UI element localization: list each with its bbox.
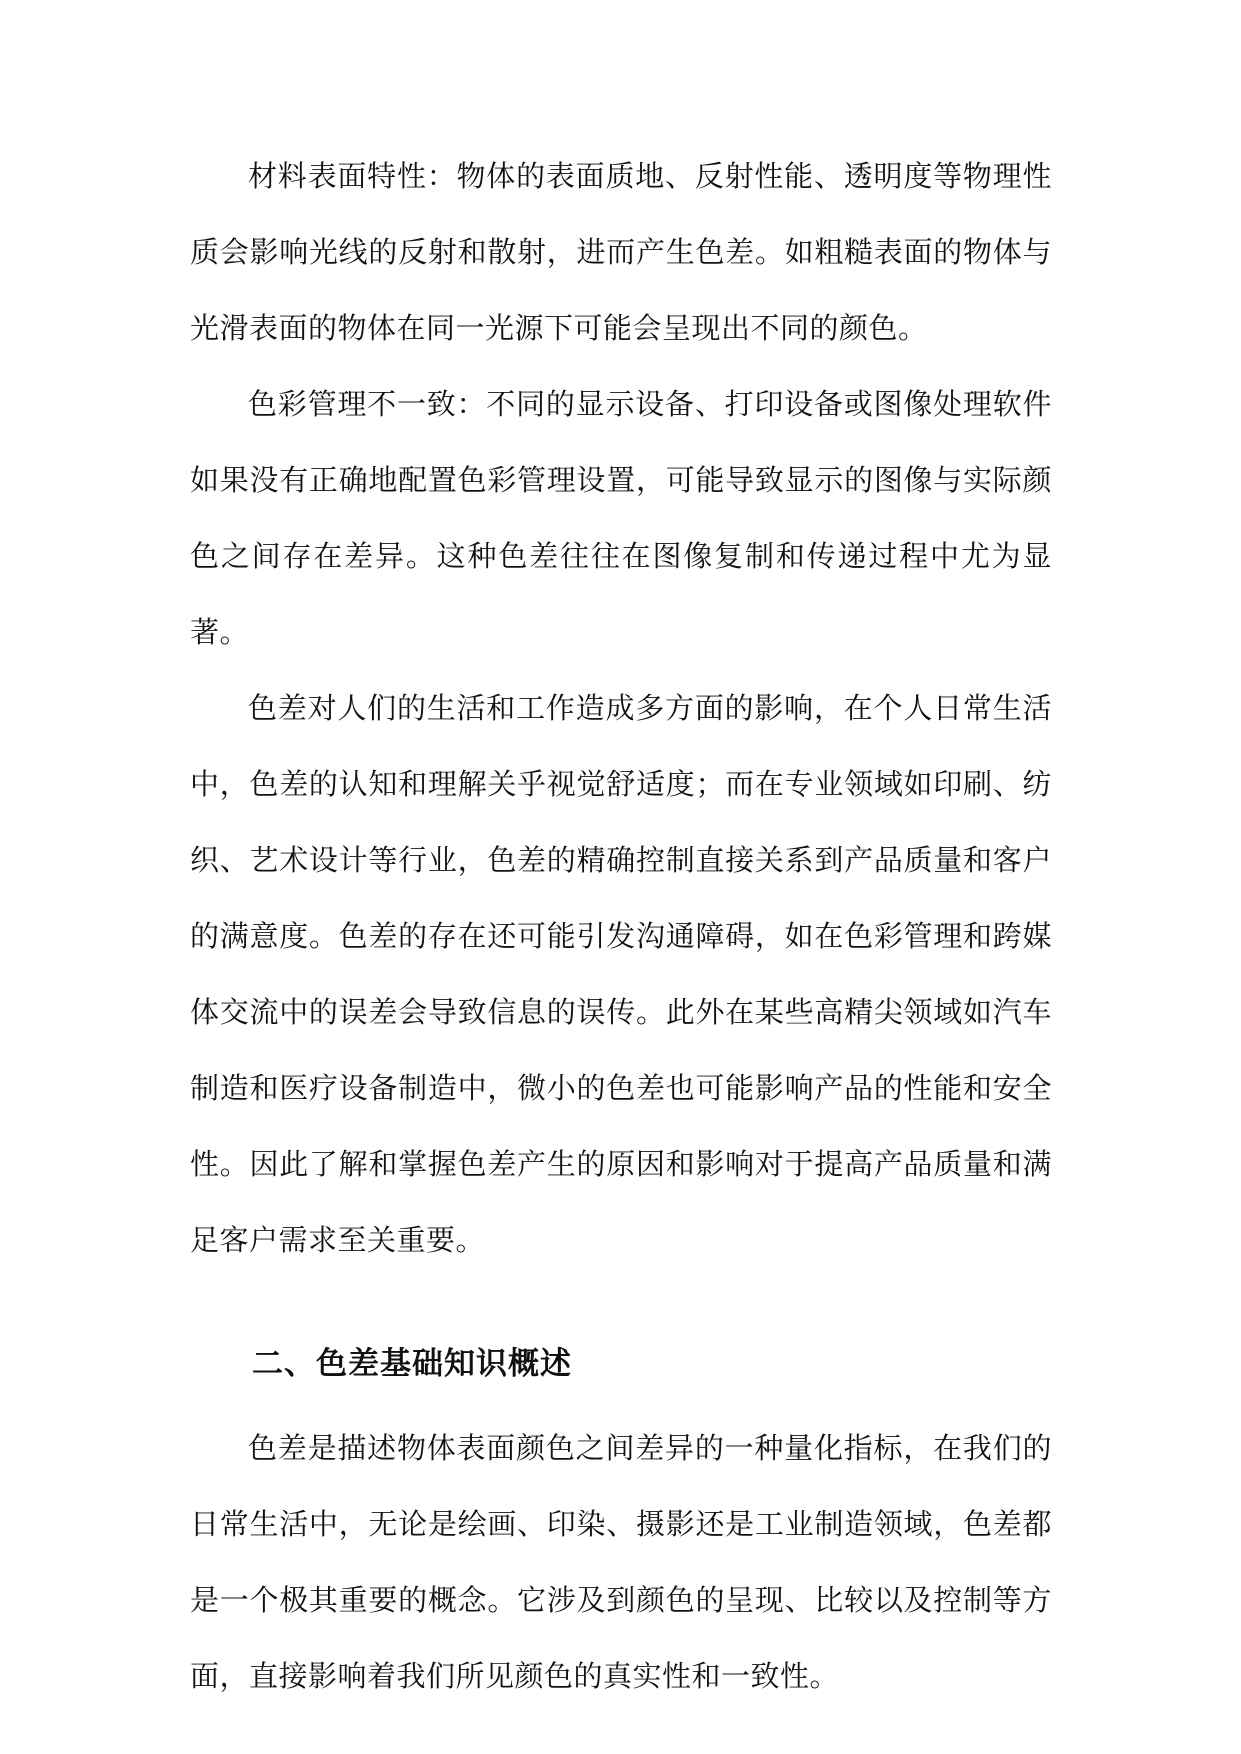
section-heading: 二、色差基础知识概述 bbox=[252, 1346, 572, 1382]
paragraph-material-surface: 材料表面特性：物体的表面质地、反射性能、透明度等物理性质会影响光线的反射和散射，进而产生色差。如粗糙表面的物体与光滑表面的物体在同一光源下可能会呈现出不同的颜色。 bbox=[190, 159, 1052, 345]
paragraph-color-difference-basics: 色差是描述物体表面颜色之间差异的一种量化指标，在我们的日常生活中，无论是绘画、印染、摄影还是工业制造领域，色差都是一个极其重要的概念。它涉及到颜色的呈现、比较以及控制等方面，直接影响着我们所见颜色的真实性和一致性。 bbox=[190, 1431, 1052, 1693]
document-body bbox=[190, 138, 1052, 1714]
paragraph-color-difference-impact: 色差对人们的生活和工作造成多方面的影响，在个人日常生活中，色差的认知和理解关乎视觉舒适度；而在专业领域如印刷、纺织、艺术设计等行业，色差的精确控制直接关系到产品质量和客户的满意度。色差的存在还可能引发沟通障碍，如在色彩管理和跨媒体交流中的误差会导致信息的误传。此外在某些高精尖领域如汽车制造和医疗设备制造中，微小的色差也可能影响产品的性能和安全性。因此了解和掌握色差产生的原因和影响对于提高产品质量和满足客户需求至关重要。 bbox=[190, 691, 1052, 1257]
paragraph-color-management: 色彩管理不一致：不同的显示设备、打印设备或图像处理软件如果没有正确地配置色彩管理设置，可能导致显示的图像与实际颜色之间存在差异。这种色差往往在图像复制和传递过程中尤为显著。 bbox=[190, 387, 1052, 649]
